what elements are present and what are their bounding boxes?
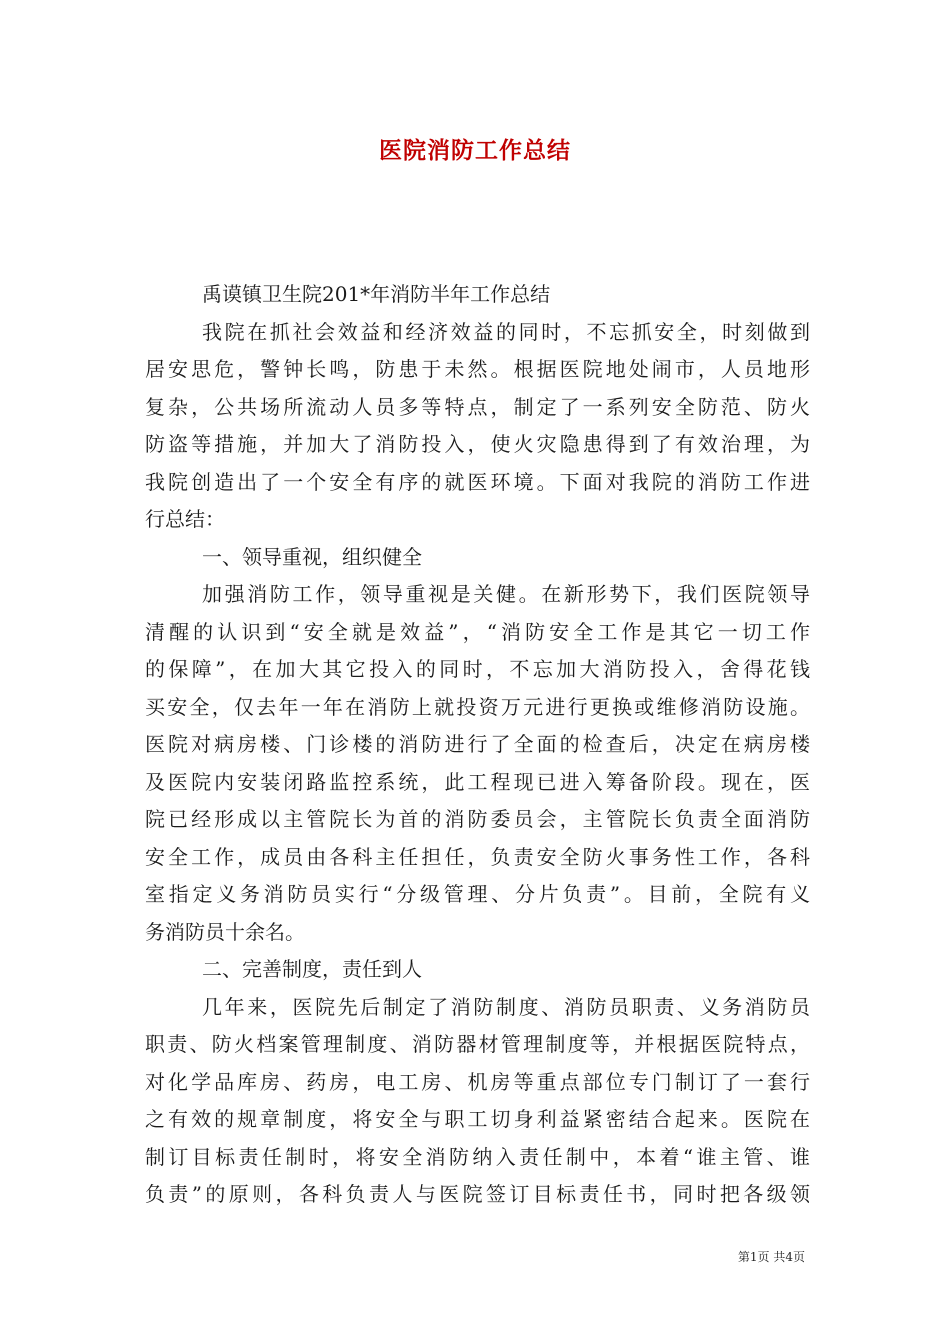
body-text-line: 行总结： xyxy=(145,507,225,531)
body-text-line: 室指定义务消防员实行“分级管理、分片负责”。目前，全院有义 xyxy=(145,882,810,906)
body-text-line: 清醒的认识到“安全就是效益”，“消防安全工作是其它一切工作 xyxy=(145,619,810,644)
body-text-line: 一、领导重视，组织健全 xyxy=(202,544,422,569)
body-text-line: 我院在抓社会效益和经济效益的同时，不忘抓安全，时刻做到 xyxy=(202,319,810,344)
body-text-line: 安全工作，成员由各科主任担任，负责安全防火事务性工作，各科 xyxy=(145,844,810,869)
body-text-line: 几年来，医院先后制定了消防制度、消防员职责、义务消防员 xyxy=(202,994,810,1019)
body-text-line: 二、完善制度，责任到人 xyxy=(202,957,422,981)
page-indicator: 第1页 共4页 xyxy=(737,1250,805,1264)
body-text-line: 院已经形成以主管院长为首的消防委员会，主管院长负责全面消防 xyxy=(145,807,810,831)
document-title: 医院消防工作总结 xyxy=(379,138,571,164)
body-text-line: 我院创造出了一个安全有序的就医环境。下面对我院的消防工作进 xyxy=(145,469,810,494)
body-text-line: 居安思危，警钟长鸣，防患于未然。根据医院地处闹市，人员地形 xyxy=(145,357,810,381)
body-text-line: 及医院内安装闭路监控系统，此工程现已进入筹备阶段。现在，医 xyxy=(145,769,810,794)
body-text-line: 复杂，公共场所流动人员多等特点，制定了一系列安全防范、防火 xyxy=(145,394,810,419)
body-text-line: 职责、防火档案管理制度、消防器材管理制度等，并根据医院特点， xyxy=(145,1032,810,1056)
body-text-line: 防盗等措施，并加大了消防投入，使火灾隐患得到了有效治理，为 xyxy=(145,432,810,456)
body-text-line: 对化学品库房、药房，电工房、机房等重点部位专门制订了一套行 xyxy=(145,1069,810,1094)
body-text-line: 加强消防工作，领导重视是关健。在新形势下，我们医院领导 xyxy=(202,582,810,606)
body-text-line: 务消防员十余名。 xyxy=(145,919,305,944)
body-text-line: 的保障”，在加大其它投入的同时，不忘加大消防投入，舍得花钱 xyxy=(145,657,810,681)
body-text-line: 负责”的原则，各科负责人与医院签订目标责任书，同时把各级领 xyxy=(145,1182,810,1206)
body-text-line: 买安全，仅去年一年在消防上就投资万元进行更换或维修消防设施。 xyxy=(145,694,810,719)
document-body xyxy=(145,276,810,1214)
body-text-line: 禹谟镇卫生院201*年消防半年工作总结 xyxy=(202,282,551,306)
body-text-line: 之有效的规章制度，将安全与职工切身利益紧密结合起来。医院在 xyxy=(145,1107,810,1131)
body-text-line: 制订目标责任制时，将安全消防纳入责任制中，本着“谁主管、谁 xyxy=(145,1144,810,1169)
body-text-line: 医院对病房楼、门诊楼的消防进行了全面的检查后，决定在病房楼 xyxy=(145,732,810,756)
